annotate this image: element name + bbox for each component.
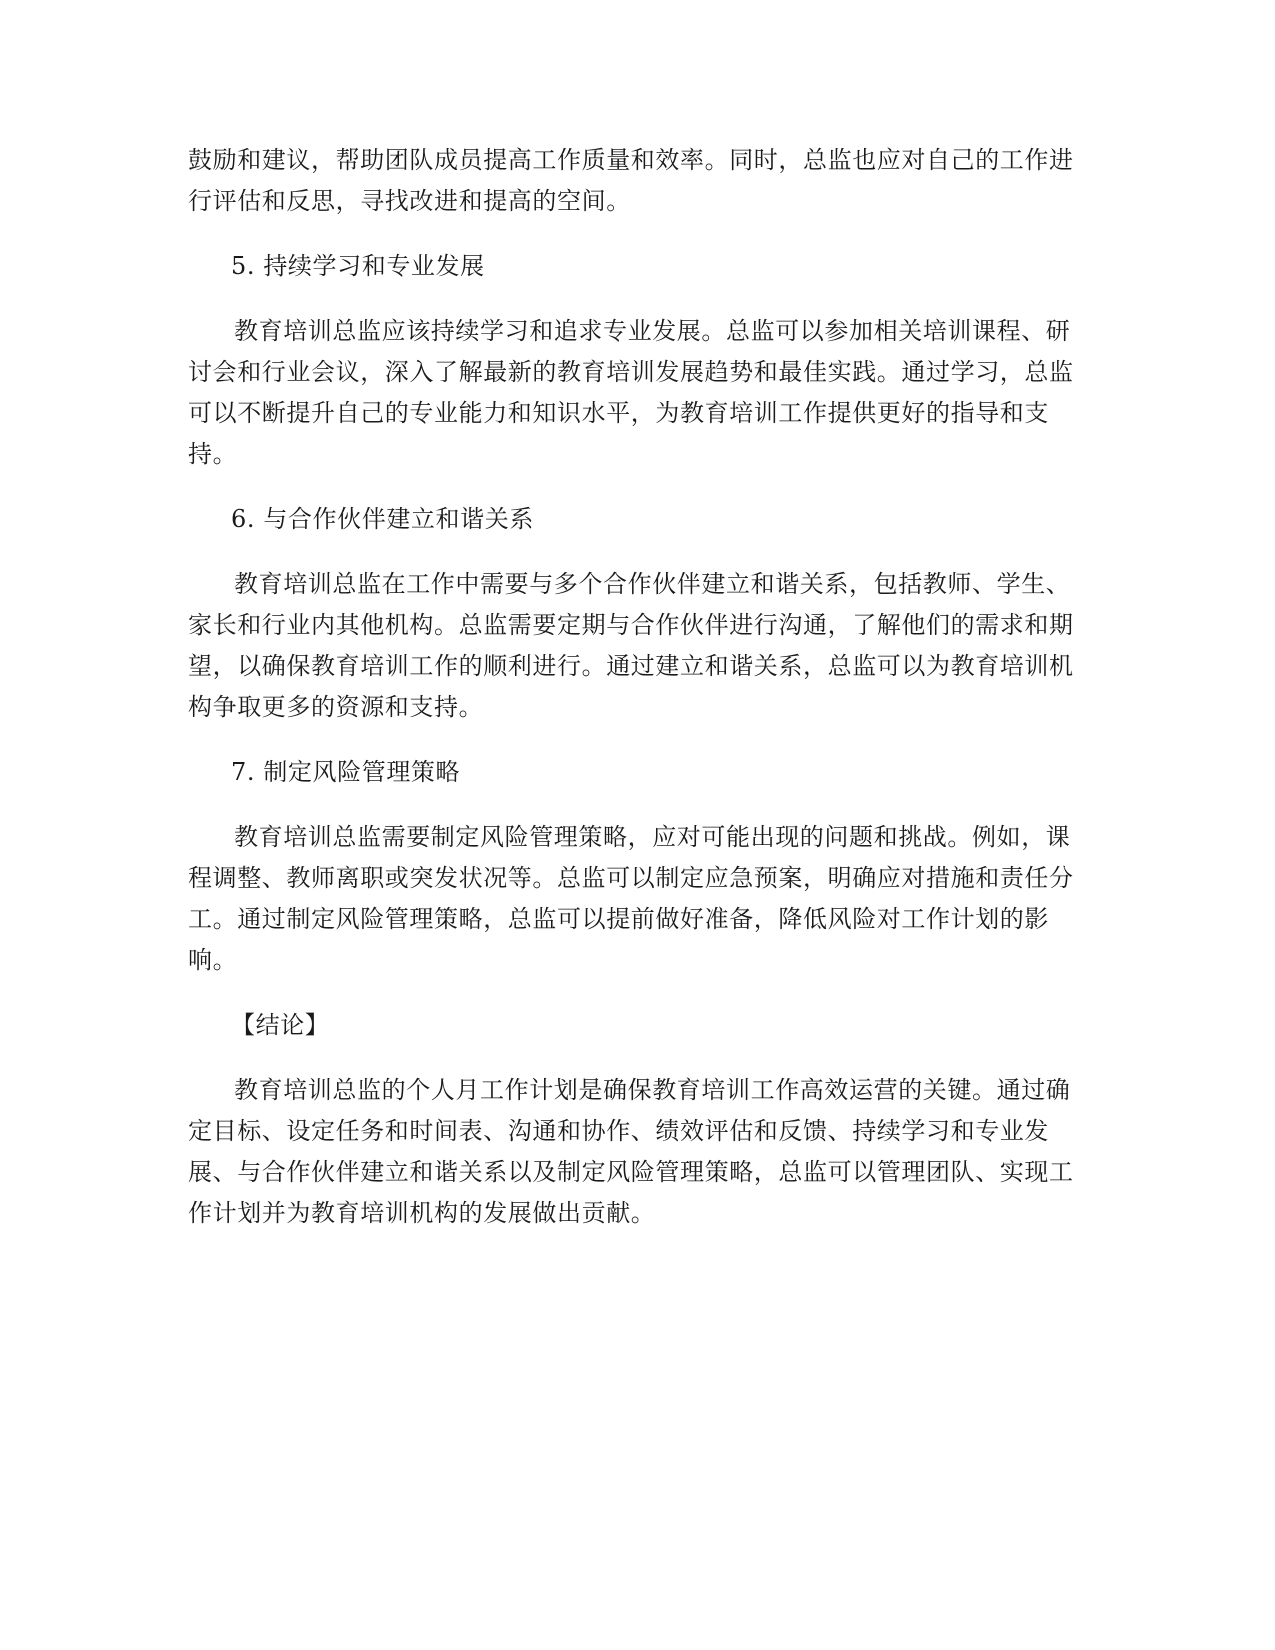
conclusion-heading: 【结论】	[231, 1011, 330, 1039]
paragraph-conclusion: 教育培训总监的个人月工作计划是确保教育培训工作高效运营的关键。通过确定目标、设定任务和时间表、沟通和协作、绩效评估和反馈、持续学习和专业发展、与合作伙伴建立和谐关系以及制定风险管理策略，总监可以管理团队、实现工作计划并为教育培训机构的发展做出贡献。	[188, 1076, 1074, 1227]
paragraph-continuation: 鼓励和建议，帮助团队成员提高工作质量和效率。同时，总监也应对自己的工作进行评估和反思，寻找改进和提高的空间。	[188, 146, 1074, 215]
section-heading-5: 5. 持续学习和专业发展	[231, 252, 485, 280]
section-heading-6: 6. 与合作伙伴建立和谐关系	[231, 505, 534, 533]
paragraph-learning: 教育培训总监应该持续学习和追求专业发展。总监可以参加相关培训课程、研讨会和行业会议，深入了解最新的教育培训发展趋势和最佳实践。通过学习，总监可以不断提升自己的专业能力和知识水平，为教育培训工作提供更好的指导和支持。	[188, 317, 1074, 468]
paragraph-partners: 教育培训总监在工作中需要与多个合作伙伴建立和谐关系，包括教师、学生、家长和行业内其他机构。总监需要定期与合作伙伴进行沟通，了解他们的需求和期望，以确保教育培训工作的顺利进行。通过建立和谐关系，总监可以为教育培训机构争取更多的资源和支持。	[188, 570, 1074, 721]
paragraph-risk: 教育培训总监需要制定风险管理策略，应对可能出现的问题和挑战。例如，课程调整、教师离职或突发状况等。总监可以制定应急预案，明确应对措施和责任分工。通过制定风险管理策略，总监可以提前做好准备，降低风险对工作计划的影响。	[188, 823, 1074, 974]
document-body	[188, 140, 1090, 1258]
section-heading-7: 7. 制定风险管理策略	[231, 758, 461, 786]
